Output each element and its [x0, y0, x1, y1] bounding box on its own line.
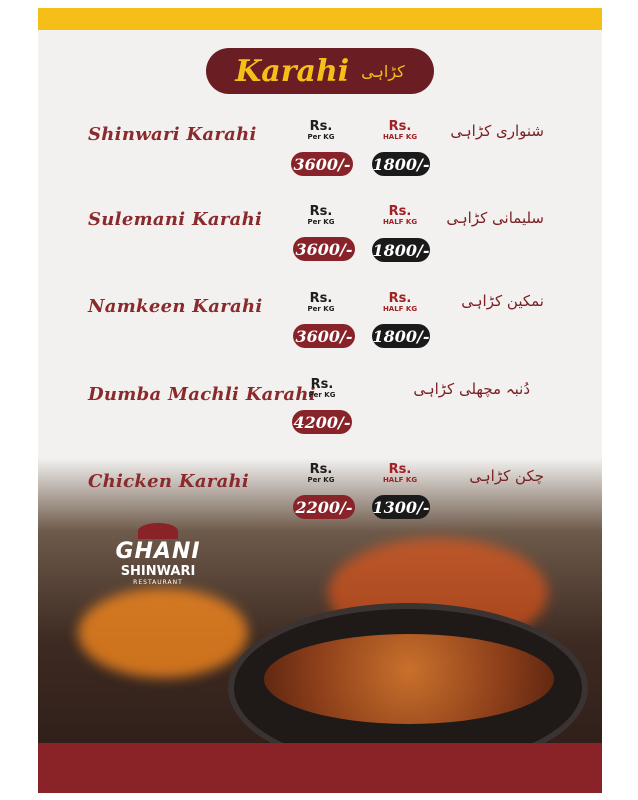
section-title: Karahi: [235, 53, 350, 89]
item-name-urdu: شنواری کڑاہی: [450, 122, 544, 140]
half-kg-price: 1800/-: [372, 238, 430, 262]
logo-main-text: GHANI: [115, 539, 201, 564]
logo-tiny-text: RESTAURANT: [133, 579, 183, 586]
per-kg-price: 3600/-: [293, 237, 355, 261]
item-name-urdu: نمکین کڑاہی: [461, 292, 544, 310]
item-name: Sulemani Karahi: [88, 209, 263, 230]
item-name: Dumba Machli Karahi: [88, 384, 316, 405]
per-kg-price: 3600/-: [291, 152, 353, 176]
item-name-urdu: چکن کڑاہی: [469, 467, 544, 485]
restaurant-logo: [84, 523, 232, 586]
item-name: Chicken Karahi: [88, 471, 250, 492]
half-kg-price: 1800/-: [372, 152, 430, 176]
chef-icon: [138, 523, 178, 539]
half-kg-label: Rs. HALF KG: [382, 291, 418, 313]
per-kg-label: Rs. Per KG: [307, 204, 335, 226]
menu-card: [38, 8, 602, 793]
per-kg-price: 4200/-: [292, 410, 352, 434]
top-yellow-bar: [38, 8, 602, 30]
per-kg-label: Rs. Per KG: [308, 377, 336, 399]
half-kg-label: Rs. HALF KG: [382, 462, 418, 484]
per-kg-label: Rs. Per KG: [307, 462, 335, 484]
item-name-urdu: دُنبہ مچھلی کڑاہی: [413, 380, 530, 398]
menu-item: [38, 378, 602, 448]
menu-item: [38, 205, 602, 275]
per-kg-label: Rs. Per KG: [307, 119, 335, 141]
half-kg-price: 1300/-: [372, 495, 430, 519]
karahi-food: [264, 634, 554, 724]
item-name: Namkeen Karahi: [88, 296, 263, 317]
per-kg-price: 2200/-: [293, 495, 355, 519]
per-kg-label: Rs. Per KG: [307, 291, 335, 313]
per-kg-price: 3600/-: [293, 324, 355, 348]
menu-item: [38, 292, 602, 362]
item-name: Shinwari Karahi: [88, 124, 257, 145]
section-title-urdu: کڑاہی: [361, 61, 405, 81]
logo-sub-text: SHINWARI: [120, 564, 196, 579]
menu-item: [38, 120, 602, 190]
half-kg-price: 1800/-: [372, 324, 430, 348]
fire-glow: [78, 588, 248, 678]
section-title-pill: [206, 48, 434, 94]
item-name-urdu: سلیمانی کڑاہی: [446, 209, 544, 227]
half-kg-label: Rs. HALF KG: [382, 119, 418, 141]
half-kg-label: Rs. HALF KG: [382, 204, 418, 226]
bottom-maroon-band: [38, 743, 602, 793]
